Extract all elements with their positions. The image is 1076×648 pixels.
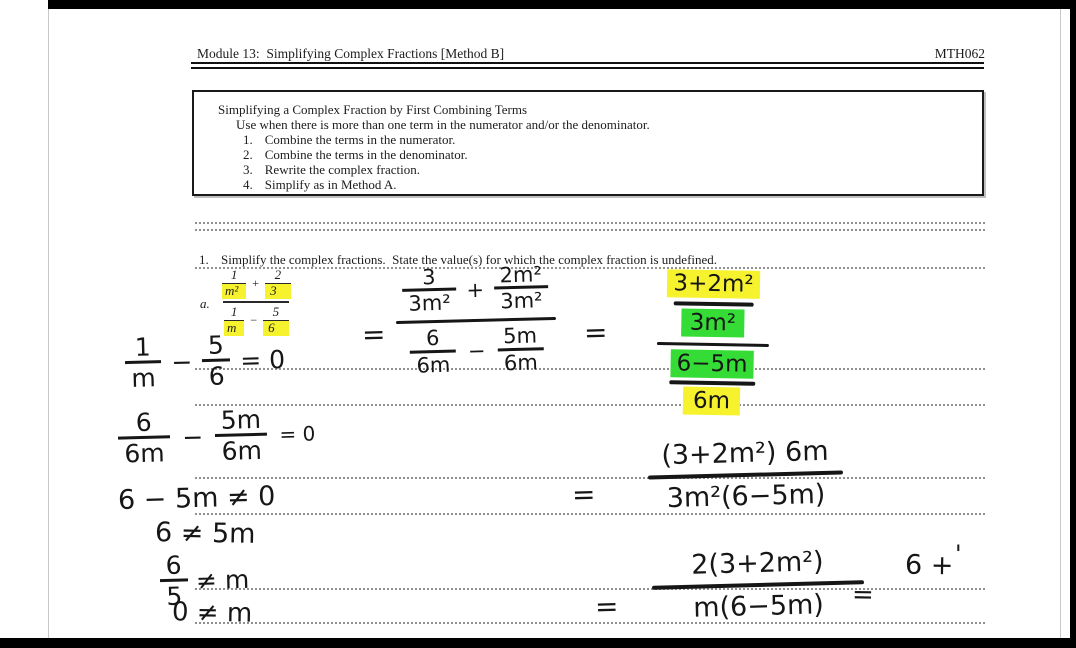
step4-fraction [651, 545, 865, 624]
not-equal-sign: ≠ [195, 565, 218, 595]
fraction-6-over-6m [410, 328, 457, 377]
problem-number: 1. [199, 252, 209, 267]
fraction-3-over-3m2 [402, 267, 457, 316]
ruled-line [195, 513, 985, 515]
work-line-6: 0 ≠ m [171, 597, 253, 629]
ruled-line [195, 622, 985, 624]
step1-numerator [402, 264, 549, 316]
operator-minus: − [250, 312, 258, 327]
operator-minus: − [467, 338, 486, 364]
ruled-line [195, 229, 985, 231]
denominator: 6m [410, 349, 457, 377]
info-step-3 [243, 162, 420, 178]
equals-sign: = [583, 315, 608, 350]
work-line-1 [124, 331, 285, 391]
info-step-2-text: Combine the terms in the denominator. [264, 147, 468, 162]
fraction-5m-over-6m [214, 404, 268, 466]
top-letterbox-bar [48, 0, 1076, 9]
denominator-highlighted: 3 [265, 283, 291, 299]
work-line-2 [117, 405, 316, 466]
numerator: 2(3+2m²) [690, 546, 824, 581]
info-box-subtitle: Use when there is more than one term in the numerator and/or the denominator. [236, 117, 650, 132]
numerator: 6 [425, 326, 440, 351]
info-step-4-num: 4. [243, 177, 253, 192]
denominator: 6m [118, 435, 171, 467]
denominator-highlighted: 6 [263, 320, 289, 336]
numerator: 1 [230, 267, 238, 282]
info-step-2 [243, 147, 468, 163]
denominator-highlighted: m² [222, 283, 246, 299]
method-info-box [192, 90, 984, 196]
page-left-border [48, 9, 49, 638]
item-a-complex-fraction [222, 268, 291, 336]
denominator: m [125, 360, 162, 391]
operator-minus: − [181, 421, 204, 452]
numerator-bottom-highlighted-green: 3m² [681, 308, 744, 337]
equals-sign: = [851, 579, 875, 611]
fraction-1-over-m [124, 334, 162, 391]
problem-statement: Simplify the complex fractions. State the value(s) for which the complex fraction is undefined. [221, 252, 718, 267]
work-line-3: 6 − 5m ≠ 0 [117, 480, 276, 517]
info-step-3-text: Rewrite the complex fraction. [264, 162, 420, 177]
main-fraction-bar [656, 342, 768, 347]
info-step-1-num: 1. [243, 132, 253, 147]
numerator: 6 [135, 407, 153, 438]
operator-plus: + [466, 277, 485, 303]
equals-sign: = [361, 317, 386, 352]
fraction-bar [652, 580, 864, 589]
fraction-1-over-m2 [222, 268, 246, 299]
operator-plus: + [252, 275, 260, 290]
info-step-4 [243, 177, 397, 193]
info-step-3-num: 3. [243, 162, 253, 177]
denominator: 6m [498, 347, 545, 375]
main-fraction-bar [223, 301, 289, 303]
numerator: 1 [230, 303, 238, 319]
equals-sign: = [571, 477, 596, 512]
numerator: 1 [134, 332, 152, 362]
fraction-bar [673, 301, 753, 306]
item-a-label: a. [200, 296, 210, 311]
page-title: Module 13: Simplifying Complex Fractions [Method B] [197, 46, 505, 61]
fraction-bar [669, 380, 755, 385]
numerator: 3 [421, 265, 436, 290]
step1-complex-fraction [395, 264, 558, 377]
step2-complex-fraction [649, 269, 777, 416]
fraction-5m-over-6m [497, 323, 544, 375]
numerator: 5m [220, 404, 262, 435]
ruled-line [195, 368, 985, 370]
denominator-bottom-highlighted-yellow: 6m [683, 386, 741, 415]
numerator: 2 [274, 267, 282, 282]
info-box-title: Simplifying a Complex Fraction by First Combining Terms [218, 102, 528, 117]
info-step-1 [243, 132, 455, 148]
page-right-border [1060, 9, 1061, 638]
fraction-5-over-6 [202, 332, 231, 389]
denominator: 3m² [494, 286, 549, 314]
partial-answer: 6 + [904, 549, 954, 582]
equals-zero: = 0 [279, 421, 316, 447]
numerator: 5m [502, 323, 538, 349]
numerator: (3+2m²) 6m [660, 435, 829, 472]
numerator: 2m² [499, 262, 543, 288]
denominator: 3m² [402, 288, 457, 316]
bottom-letterbox-bar [0, 638, 1076, 648]
denominator: 5 [160, 578, 189, 609]
numerator-top-highlighted-yellow: 3+2m² [667, 269, 760, 299]
item-a-numerator [222, 268, 291, 299]
denominator: 3m²(6−5m) [666, 478, 826, 514]
operator-minus: − [170, 346, 193, 377]
fraction-2-over-3 [265, 268, 291, 299]
step1-denominator [410, 323, 544, 378]
info-step-1-text: Combine the terms in the numerator. [264, 132, 456, 147]
denominator: m(6−5m) [692, 588, 825, 624]
right-letterbox-bar [1070, 0, 1076, 648]
equals-zero: = 0 [239, 344, 286, 375]
header-rule [191, 62, 984, 69]
fraction-2m2-over-3m2 [493, 264, 548, 313]
step3-fraction [647, 435, 844, 514]
ruled-line [195, 222, 985, 224]
info-step-2-num: 2. [243, 147, 253, 162]
course-code: MTH062 [934, 46, 985, 61]
fraction-6-over-6m [117, 409, 171, 466]
denominator: 6m [215, 432, 268, 464]
variable-m: m [224, 564, 250, 594]
numerator: 6 [165, 550, 182, 581]
equals-sign: = [594, 589, 619, 624]
stray-tick-mark: ' [955, 540, 962, 568]
numerator: 5 [207, 330, 225, 360]
work-line-4: 6 ≠ 5m [154, 517, 256, 550]
denominator-top-highlighted-green: 6−5m [670, 349, 753, 378]
denominator-highlighted: m [224, 320, 244, 336]
denominator: 6 [202, 358, 231, 389]
info-step-4-text: Simplify as in Method A. [264, 177, 397, 192]
numerator: 5 [272, 303, 280, 319]
